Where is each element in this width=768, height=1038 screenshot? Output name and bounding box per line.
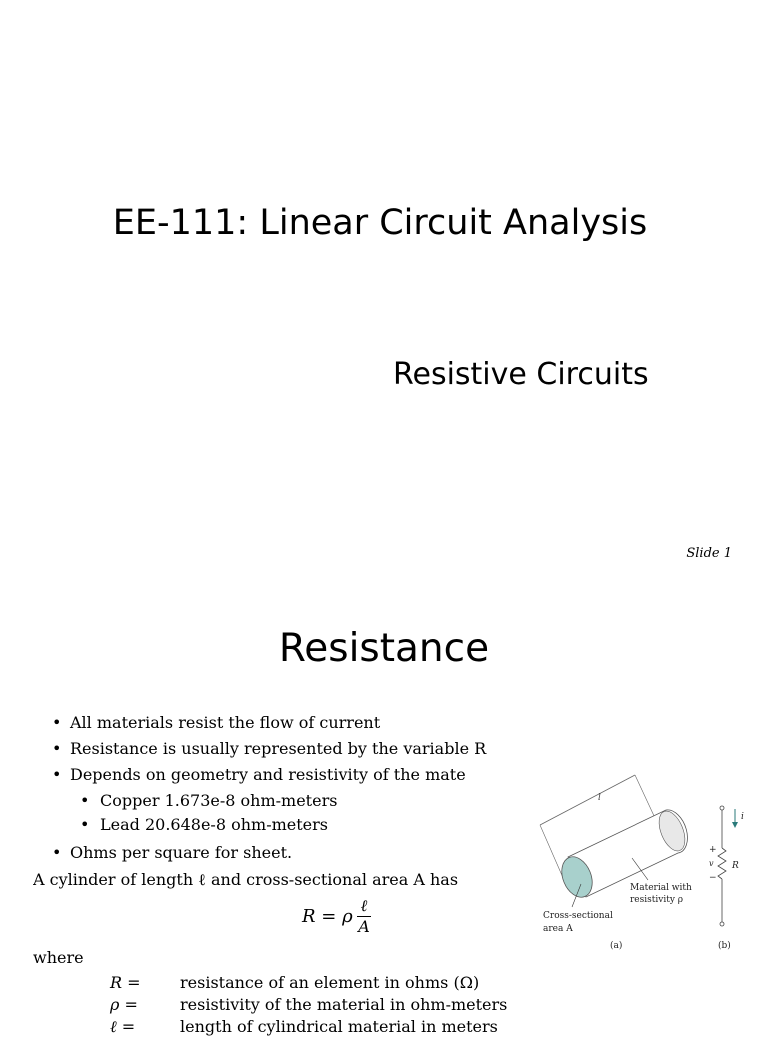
definition-text: resistivity of the material in ohm-meters <box>180 995 508 1014</box>
bullet-item: • Ohms per square for sheet. <box>50 840 520 866</box>
definition-symbol: R = <box>110 973 141 992</box>
extension-line <box>635 775 655 818</box>
formula-fraction <box>357 896 372 936</box>
formula-numerator: ℓ <box>357 896 372 917</box>
resistor-figure <box>538 770 762 965</box>
definitions-list <box>110 972 507 1038</box>
length-label: l <box>598 793 601 803</box>
caption-b: (b) <box>718 941 731 951</box>
resistor-label: R <box>732 861 739 871</box>
extension-line <box>540 825 564 880</box>
bullet-item: • Depends on geometry and resistivity of the mate <box>50 762 520 788</box>
definition-row <box>110 972 507 994</box>
definition-row <box>110 1016 507 1038</box>
current-label: i <box>741 812 744 822</box>
minus-label: − <box>709 873 717 883</box>
bullet-list <box>50 710 520 866</box>
bullet-item: • All materials resist the flow of current <box>50 710 520 736</box>
material-label: Material with <box>630 883 692 893</box>
definition-row <box>110 994 507 1016</box>
definition-text: length of cylindrical material in meters <box>180 1017 498 1036</box>
cross-section-label: Cross-sectional <box>543 911 613 921</box>
cylinder-text: A cylinder of length ℓ and cross-sectional area A has <box>33 870 459 889</box>
plus-label: + <box>709 845 717 855</box>
slide-title: EE-111: Linear Circuit Analysis <box>112 203 648 243</box>
caption-a: (a) <box>610 941 623 951</box>
resistivity-label: resistivity ρ <box>630 895 684 905</box>
formula-denominator: A <box>358 917 370 936</box>
area-label: area A <box>543 924 573 934</box>
formula-lhs: R = ρ <box>302 905 353 927</box>
slide-subtitle: Resistive Circuits <box>393 357 649 392</box>
slide-number: Slide 1 <box>686 546 732 561</box>
slide-title: Resistance <box>278 626 490 671</box>
sub-bullet-item: • Lead 20.648e-8 ohm-meters <box>50 812 520 836</box>
sub-bullet-item: • Copper 1.673e-8 ohm-meters <box>50 788 520 812</box>
definition-text: resistance of an element in ohms (Ω) <box>180 973 480 992</box>
definition-symbol: ℓ = <box>110 1017 136 1036</box>
where-label: where <box>33 948 84 967</box>
dimension-line <box>540 775 635 825</box>
resistance-formula <box>302 896 371 936</box>
bullet-item: • Resistance is usually represented by the variable R <box>50 736 520 762</box>
voltage-label: v <box>709 859 714 868</box>
slide-2 <box>0 590 768 1036</box>
definition-symbol: ρ = <box>110 995 138 1014</box>
